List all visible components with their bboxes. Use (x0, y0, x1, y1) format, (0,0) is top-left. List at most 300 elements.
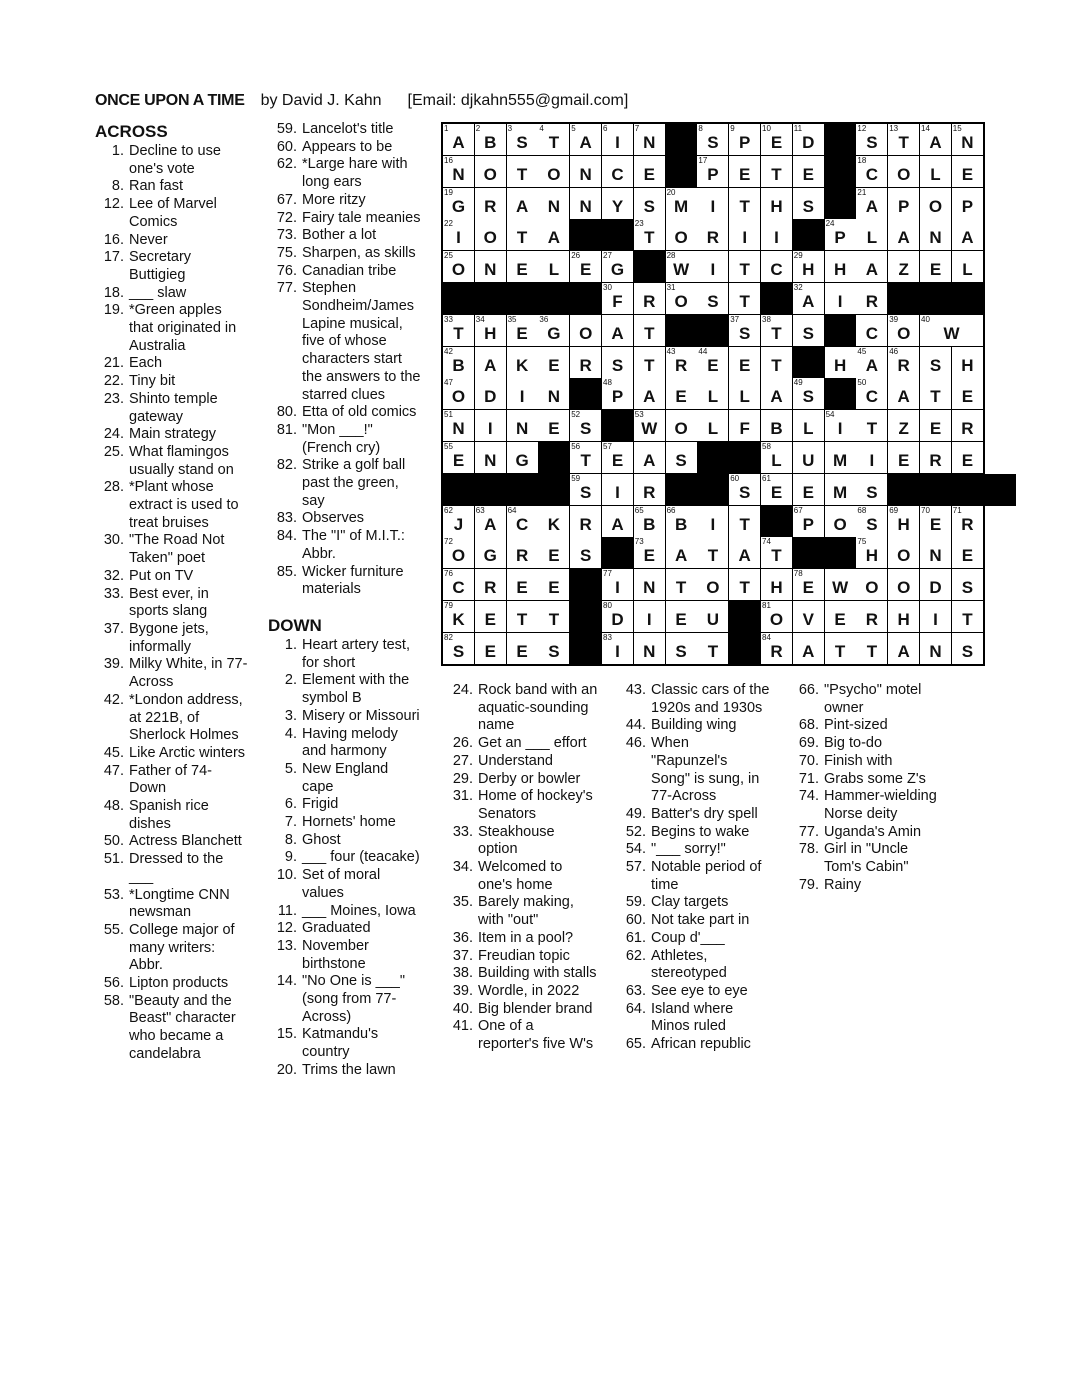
grid-cell[interactable] (602, 156, 634, 188)
grid-cell[interactable] (952, 442, 983, 474)
grid-cell[interactable] (507, 410, 539, 442)
grid-cell[interactable] (729, 569, 761, 601)
grid-cell[interactable] (475, 410, 507, 442)
grid-cell[interactable] (697, 569, 729, 601)
grid-cell[interactable] (570, 506, 602, 538)
grid-cell[interactable] (570, 347, 602, 379)
grid-cell[interactable] (920, 569, 952, 601)
grid-cell[interactable] (507, 378, 539, 410)
grid-cell[interactable] (793, 474, 825, 506)
grid-cell[interactable] (538, 188, 570, 220)
grid-cell[interactable] (952, 378, 983, 410)
grid-cell[interactable] (570, 124, 602, 156)
grid-cell[interactable] (761, 347, 793, 379)
grid-cell[interactable] (729, 283, 761, 315)
grid-cell[interactable] (475, 347, 507, 379)
grid-cell[interactable] (538, 219, 570, 251)
grid-cell[interactable] (475, 188, 507, 220)
grid-cell[interactable] (634, 601, 666, 633)
clue-number: 84. (276, 528, 297, 545)
grid-cell[interactable] (443, 347, 475, 379)
grid-cell[interactable] (507, 569, 539, 601)
grid-cell[interactable] (443, 569, 475, 601)
cell-number: 62 (444, 505, 453, 515)
grid-cell[interactable] (729, 251, 761, 283)
grid-cell[interactable] (888, 633, 920, 664)
grid-cell[interactable] (475, 601, 507, 633)
grid-cell[interactable] (920, 442, 952, 474)
cell-number: 5 (571, 124, 576, 133)
grid-cell[interactable] (793, 378, 825, 410)
grid-cell[interactable] (793, 124, 825, 156)
clue-text-line: aquatic-sounding (478, 699, 589, 716)
clue-item (268, 227, 440, 245)
clue-number: 14. (276, 973, 297, 990)
grid-cell[interactable] (507, 601, 539, 633)
grid-cell[interactable] (825, 474, 857, 506)
grid-cell[interactable] (666, 283, 698, 315)
grid-cell[interactable] (602, 347, 634, 379)
grid-cell[interactable] (570, 537, 602, 569)
grid-cell[interactable] (856, 474, 888, 506)
cell-number: 23 (634, 219, 644, 229)
cell-number: 70 (921, 505, 930, 515)
grid-cell[interactable] (825, 633, 857, 664)
grid-cell[interactable] (856, 219, 888, 251)
black-square (888, 283, 920, 315)
grid-cell[interactable] (856, 633, 888, 664)
cell-letter: R (770, 641, 783, 661)
grid-cell[interactable] (475, 378, 507, 410)
cell-letter: I (646, 610, 652, 629)
grid-cell[interactable] (443, 537, 475, 569)
cell-letter: E (643, 546, 655, 566)
clue-number: 12. (276, 920, 297, 937)
grid-cell[interactable] (666, 569, 698, 601)
grid-cell[interactable] (443, 633, 475, 664)
grid-cell[interactable] (888, 410, 920, 442)
grid-cell[interactable] (538, 569, 570, 601)
grid-cell[interactable] (952, 410, 983, 442)
grid-cell[interactable] (697, 124, 729, 156)
grid-cell[interactable] (761, 633, 793, 664)
clue-item (95, 249, 267, 284)
grid-cell[interactable] (793, 156, 825, 188)
grid-cell[interactable] (793, 188, 825, 220)
grid-cell[interactable] (920, 156, 952, 188)
grid-cell[interactable] (952, 633, 983, 664)
grid-cell[interactable] (443, 378, 475, 410)
clue-text-line: Clay targets (651, 894, 729, 911)
grid-cell[interactable] (729, 410, 761, 442)
grid-cell[interactable] (856, 156, 888, 188)
grid-cell[interactable] (602, 124, 634, 156)
grid-cell[interactable] (761, 410, 793, 442)
grid-cell[interactable] (602, 601, 634, 633)
grid-cell[interactable] (475, 506, 507, 538)
black-square (920, 474, 952, 506)
grid-cell[interactable] (602, 474, 634, 506)
grid-cell[interactable] (920, 315, 983, 347)
grid-cell[interactable] (888, 378, 920, 410)
grid-cell[interactable] (761, 251, 793, 283)
clue-item (444, 930, 616, 948)
grid-cell[interactable] (634, 537, 666, 569)
grid-cell[interactable] (856, 315, 888, 347)
clue-text-line: Finish with (824, 752, 893, 769)
clue-number: 77. (276, 280, 297, 297)
grid-cell[interactable] (666, 633, 698, 664)
grid-cell[interactable] (570, 188, 602, 220)
grid-cell[interactable] (920, 506, 952, 538)
grid-cell[interactable] (856, 283, 888, 315)
grid-cell[interactable] (825, 347, 857, 379)
grid-cell[interactable] (856, 537, 888, 569)
grid-cell[interactable] (507, 537, 539, 569)
grid-cell[interactable] (729, 124, 761, 156)
grid-cell[interactable] (538, 410, 570, 442)
grid-cell[interactable] (825, 251, 857, 283)
grid-cell[interactable] (634, 188, 666, 220)
grid-cell[interactable] (952, 219, 983, 251)
grid-cell[interactable] (697, 156, 729, 188)
grid-cell[interactable] (697, 283, 729, 315)
grid-cell[interactable] (443, 315, 475, 347)
grid-cell[interactable] (761, 442, 793, 474)
grid-cell[interactable] (920, 347, 952, 379)
clue-text-line: Milky White, in 77- (129, 656, 248, 673)
grid-cell[interactable] (729, 474, 761, 506)
grid-cell[interactable] (856, 442, 888, 474)
grid-cell[interactable] (538, 633, 570, 664)
grid-cell[interactable] (697, 251, 729, 283)
grid-cell[interactable] (952, 188, 983, 220)
grid-cell[interactable] (538, 378, 570, 410)
clue-text-line: Norse deity (824, 805, 898, 822)
grid-cell[interactable] (888, 347, 920, 379)
grid-cell[interactable] (538, 156, 570, 188)
grid-cell[interactable] (602, 378, 634, 410)
grid-cell[interactable] (602, 569, 634, 601)
grid-cell[interactable] (761, 569, 793, 601)
grid-cell[interactable] (507, 506, 539, 538)
grid-cell[interactable] (856, 569, 888, 601)
cell-number: 40 (921, 314, 930, 324)
cell-number: 37 (730, 314, 740, 324)
black-square (634, 251, 666, 283)
grid-cell[interactable] (634, 442, 666, 474)
grid-cell[interactable] (793, 506, 825, 538)
grid-cell[interactable] (793, 283, 825, 315)
cell-letter: N (484, 260, 497, 280)
grid-cell[interactable] (888, 442, 920, 474)
grid-cell[interactable] (825, 283, 857, 315)
grid-cell[interactable] (825, 601, 857, 633)
clue-item (268, 726, 440, 761)
grid-cell[interactable] (825, 569, 857, 601)
cell-letter: C (515, 514, 529, 534)
grid-cell[interactable] (443, 219, 475, 251)
grid-cell[interactable] (507, 156, 539, 188)
grid-cell[interactable] (570, 156, 602, 188)
grid-cell[interactable] (729, 378, 761, 410)
grid-cell[interactable] (952, 251, 983, 283)
grid-cell[interactable] (443, 251, 475, 283)
clue-text-line: Lancelot's title (302, 121, 394, 137)
grid-cell[interactable] (888, 506, 920, 538)
grid-cell[interactable] (538, 506, 570, 538)
grid-cell[interactable] (856, 506, 888, 538)
grid-cell[interactable] (538, 124, 570, 156)
clue-item (268, 814, 440, 832)
grid-cell[interactable] (761, 601, 793, 633)
grid-cell[interactable] (761, 188, 793, 220)
grid-cell[interactable] (729, 347, 761, 379)
grid-cell[interactable] (443, 601, 475, 633)
grid-cell[interactable] (666, 442, 698, 474)
grid-cell[interactable] (888, 601, 920, 633)
grid-cell[interactable] (761, 537, 793, 569)
black-square (507, 474, 539, 506)
grid-cell[interactable] (793, 569, 825, 601)
grid-cell[interactable] (538, 315, 570, 347)
grid-cell[interactable] (634, 474, 666, 506)
grid-cell[interactable] (952, 601, 983, 633)
grid-cell[interactable] (920, 601, 952, 633)
grid-cell[interactable] (888, 124, 920, 156)
grid-cell[interactable] (507, 219, 539, 251)
grid-cell[interactable] (666, 601, 698, 633)
grid-cell[interactable] (952, 569, 983, 601)
grid-cell[interactable] (888, 219, 920, 251)
grid-cell[interactable] (761, 124, 793, 156)
grid-cell[interactable] (952, 347, 983, 379)
clue-item (444, 859, 616, 894)
grid-cell[interactable] (697, 633, 729, 664)
grid-cell[interactable] (475, 156, 507, 188)
grid-cell[interactable] (507, 315, 539, 347)
grid-cell[interactable] (888, 251, 920, 283)
cell-letter: A (611, 323, 624, 343)
grid-cell[interactable] (666, 188, 698, 220)
cell-letter: E (739, 164, 751, 184)
cell-number: 81 (762, 601, 771, 610)
grid-cell[interactable] (761, 219, 793, 251)
grid-cell[interactable] (570, 251, 602, 283)
grid-cell[interactable] (825, 442, 857, 474)
clue-text-line: November (302, 937, 369, 954)
grid-cell[interactable] (475, 442, 507, 474)
grid-cell[interactable] (952, 156, 983, 188)
grid-cell[interactable] (475, 633, 507, 664)
cell-number: 6 (603, 124, 608, 133)
grid-cell[interactable] (697, 219, 729, 251)
grid-cell[interactable] (920, 124, 952, 156)
grid-cell[interactable] (666, 347, 698, 379)
grid-cell[interactable] (634, 219, 666, 251)
grid-cell[interactable] (666, 251, 698, 283)
grid-cell[interactable] (920, 251, 952, 283)
grid-cell[interactable] (888, 569, 920, 601)
grid-cell[interactable] (856, 188, 888, 220)
grid-cell[interactable] (920, 378, 952, 410)
grid-cell[interactable] (729, 315, 761, 347)
grid-cell[interactable] (443, 156, 475, 188)
grid-cell[interactable] (825, 506, 857, 538)
grid-cell[interactable] (634, 506, 666, 538)
grid-cell[interactable] (793, 633, 825, 664)
grid-cell[interactable] (475, 315, 507, 347)
grid-cell[interactable] (761, 315, 793, 347)
grid-cell[interactable] (666, 410, 698, 442)
grid-cell[interactable] (888, 188, 920, 220)
grid-cell[interactable] (507, 251, 539, 283)
grid-cell[interactable] (697, 506, 729, 538)
grid-cell[interactable] (666, 506, 698, 538)
grid-cell[interactable] (697, 188, 729, 220)
grid-cell[interactable] (602, 315, 634, 347)
grid-cell[interactable] (666, 378, 698, 410)
grid-cell[interactable] (729, 156, 761, 188)
grid-cell[interactable] (920, 219, 952, 251)
black-square (729, 601, 761, 633)
cell-letter: K (515, 355, 529, 375)
grid-cell[interactable] (793, 410, 825, 442)
grid-cell[interactable] (443, 124, 475, 156)
grid-cell[interactable] (697, 347, 729, 379)
grid-cell[interactable] (856, 124, 888, 156)
grid-cell[interactable] (634, 633, 666, 664)
grid-cell[interactable] (507, 347, 539, 379)
grid-cell[interactable] (952, 506, 983, 538)
grid-cell[interactable] (602, 188, 634, 220)
grid-cell[interactable] (443, 442, 475, 474)
grid-cell[interactable] (697, 378, 729, 410)
grid-cell[interactable] (507, 633, 539, 664)
grid-cell[interactable] (729, 506, 761, 538)
clue-number: 9. (284, 849, 297, 866)
grid-cell[interactable] (538, 537, 570, 569)
grid-cell[interactable] (920, 188, 952, 220)
cell-letter: A (770, 387, 783, 407)
grid-cell[interactable] (602, 251, 634, 283)
grid-cell[interactable] (761, 474, 793, 506)
cell-number: 72 (444, 537, 453, 547)
grid-cell[interactable] (507, 188, 539, 220)
grid-cell[interactable] (634, 569, 666, 601)
grid-cell[interactable] (888, 315, 920, 347)
grid-cell[interactable] (538, 347, 570, 379)
grid-cell[interactable] (856, 378, 888, 410)
cell-number: 38 (762, 314, 771, 324)
grid-cell[interactable] (443, 506, 475, 538)
grid-cell[interactable] (952, 537, 983, 569)
grid-cell[interactable] (570, 410, 602, 442)
grid-cell[interactable] (856, 410, 888, 442)
grid-cell[interactable] (570, 315, 602, 347)
grid-cell[interactable] (634, 124, 666, 156)
grid-cell[interactable] (920, 633, 952, 664)
grid-cell[interactable] (475, 569, 507, 601)
grid-cell[interactable] (856, 347, 888, 379)
grid-cell[interactable] (729, 537, 761, 569)
grid-cell[interactable] (920, 537, 952, 569)
grid-cell[interactable] (697, 410, 729, 442)
grid-cell[interactable] (697, 601, 729, 633)
grid-cell[interactable] (634, 378, 666, 410)
grid-cell[interactable] (793, 442, 825, 474)
grid-cell[interactable] (697, 537, 729, 569)
grid-cell[interactable] (507, 442, 539, 474)
cell-letter: S (739, 482, 751, 502)
grid-cell[interactable] (538, 251, 570, 283)
grid-cell[interactable] (443, 188, 475, 220)
grid-cell[interactable] (666, 537, 698, 569)
grid-cell[interactable] (475, 219, 507, 251)
grid-cell[interactable] (602, 506, 634, 538)
grid-cell[interactable] (602, 442, 634, 474)
grid-cell[interactable] (666, 219, 698, 251)
clue-text-line: ___ Moines, Iowa (302, 902, 416, 919)
grid-cell[interactable] (793, 601, 825, 633)
grid-cell[interactable] (825, 410, 857, 442)
grid-cell[interactable] (856, 251, 888, 283)
clue-text-line: Barely making, (478, 894, 574, 911)
grid-cell[interactable] (952, 124, 983, 156)
grid-cell[interactable] (475, 537, 507, 569)
grid-cell[interactable] (729, 188, 761, 220)
clue-text-line: Girl in "Uncle (824, 841, 909, 858)
clue-text-line: Etta of old comics (302, 404, 417, 421)
grid-cell[interactable] (634, 283, 666, 315)
grid-cell[interactable] (793, 251, 825, 283)
grid-cell[interactable] (856, 601, 888, 633)
cell-number: 43 (666, 346, 676, 356)
grid-cell[interactable] (634, 410, 666, 442)
grid-cell[interactable] (761, 156, 793, 188)
cell-letter: R (643, 482, 656, 502)
cell-letter: S (866, 514, 878, 534)
cell-number: 54 (825, 410, 835, 420)
grid-cell[interactable] (507, 124, 539, 156)
grid-cell[interactable] (538, 601, 570, 633)
grid-cell[interactable] (793, 315, 825, 347)
grid-cell[interactable] (634, 315, 666, 347)
grid-cell[interactable] (729, 219, 761, 251)
cell-letter: T (675, 578, 687, 598)
grid-cell[interactable] (761, 378, 793, 410)
black-square (825, 378, 857, 410)
grid-cell[interactable] (888, 156, 920, 188)
grid-cell[interactable] (634, 347, 666, 379)
grid-cell[interactable] (475, 251, 507, 283)
grid-cell[interactable] (602, 283, 634, 315)
grid-cell[interactable] (602, 633, 634, 664)
grid-cell[interactable] (570, 442, 602, 474)
cell-number: 28 (666, 251, 676, 261)
clue-number: 53. (103, 886, 124, 903)
grid-cell[interactable] (888, 537, 920, 569)
grid-cell[interactable] (920, 410, 952, 442)
grid-cell[interactable] (825, 219, 857, 251)
grid-cell[interactable] (570, 474, 602, 506)
clue-text-line: Spanish rice (129, 798, 209, 815)
grid-cell[interactable] (475, 124, 507, 156)
cell-letter: R (515, 546, 529, 566)
clue-text-line: Wordle, in 2022 (478, 982, 580, 999)
grid-cell[interactable] (634, 156, 666, 188)
grid-cell[interactable] (443, 410, 475, 442)
